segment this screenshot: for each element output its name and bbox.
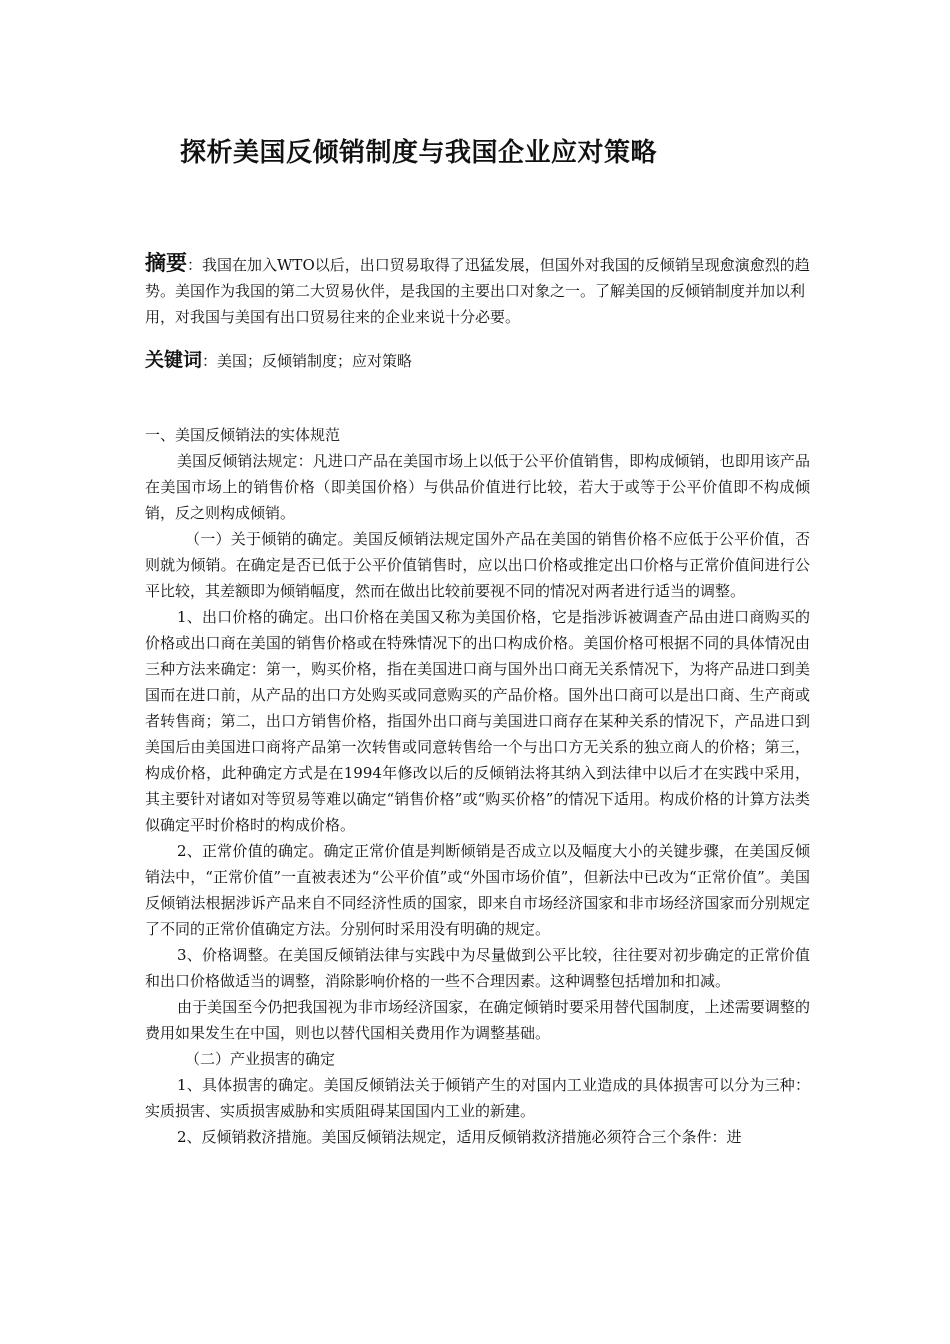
paragraph: 美国反倾销法规定：凡进口产品在美国市场上以低于公平价值销售，即构成倾销，也即用该产品在美国市场上的销售价格（即美国价格）与供品价值进行比较，若大于或等于公平价值即不构成倾销，反之则构成倾销。 (145, 452, 810, 522)
paragraph: 由于美国至今仍把我国视为非市场经济国家，在确定倾销时要采用替代国制度，上述需要调整的费用如果发生在中国，则也以替代国相关费用作为调整基础。 (145, 998, 810, 1042)
page-title: 探析美国反倾销制度与我国企业应对策略 (180, 138, 658, 168)
subsection-heading: （二）产业损害的确定 (185, 1050, 336, 1068)
keywords-separator: ： (202, 352, 218, 370)
keywords-label: 关键词 (145, 349, 203, 371)
paragraph: 3、价格调整。在美国反倾销法律与实践中为尽量做到公平比较，往往要对初步确定的正常价值和出口价格做适当的调整，消除影响价格的一些不合理因素。这种调整包括增加和扣减。 (145, 946, 810, 990)
paragraph: 1、出口价格的确定。出口价格在美国又称为美国价格，它是指涉诉被调查产品由进口商购买的价格或出口商在美国的销售价格或在特殊情况下的出口构成价格。美国价格可根据不同的具体情况由三种方法来确定：第一，购买价格，指在美国进口商与国外出口商无关系情况下，为将产品进口到美国而在进口前，从产品的出口方处购买或同意购买的产品价格。国外出口商可以是出口商、生产商或者转售商；第二，出口方销售价格，指国外出口商与美国进口商存在某种关系的情况下，产品进口到美国后由美国进口商将产品第一次转售或同意转售给一个与出口方无关系的独立商人的价格；第三，构成价格，此种确定方式是在1994年修改以后的反倾销法将其纳入到法律中以后才在实践中采用，其主要针对诸如对等贸易等难以确定“销售价格”或“购买价格”的情况下适用。构成价格的计算方法类似确定平时价格时的构成价格。 (145, 608, 810, 834)
abstract (145, 250, 810, 330)
abstract-text: 我国在加入WTO以后，出口贸易取得了迅猛发展，但国外对我国的反倾销呈现愈演愈烈的趋势。美国作为我国的第二大贸易伙伴，是我国的主要出口对象之一。了解美国的反倾销制度并加以利用，对我国与美国有出口贸易往来的企业来说十分必要。 (145, 256, 810, 326)
keywords-text: 美国；反倾销制度；应对策略 (217, 352, 413, 370)
document-body (145, 422, 810, 1150)
abstract-separator: ： (187, 256, 203, 274)
section-heading: 一、美国反倾销法的实体规范 (145, 426, 341, 444)
paragraph: 2、反倾销救济措施。美国反倾销法规定，适用反倾销救济措施必须符合三个条件：进 (177, 1128, 742, 1146)
paragraph: （一）关于倾销的确定。美国反倾销法规定国外产品在美国的销售价格不应低于公平价值，否则就为倾销。在确定是否已低于公平价值销售时，应以出口价格或推定出口价格与正常价值间进行公平比较，其差额即为倾销幅度，然而在做出比较前要视不同的情况对两者进行适当的调整。 (145, 530, 810, 600)
paragraph: 2、正常价值的确定。确定正常价值是判断倾销是否成立以及幅度大小的关键步骤，在美国反倾销法中，“正常价值”一直被表述为“公平价值”或“外国市场价值”，但新法中已改为“正常价值”。美国反倾销法根据涉诉产品来自不同经济性质的国家，即来自市场经济国家和非市场经济国家而分别规定了不同的正常价值确定方法。分别何时采用没有明确的规定。 (145, 842, 810, 938)
keywords (145, 345, 810, 376)
paragraph: 1、具体损害的确定。美国反倾销法关于倾销产生的对国内工业造成的具体损害可以分为三种：实质损害、实质损害威胁和实质阻碍某国国内工业的新建。 (145, 1076, 810, 1120)
abstract-label: 摘要 (145, 251, 187, 275)
